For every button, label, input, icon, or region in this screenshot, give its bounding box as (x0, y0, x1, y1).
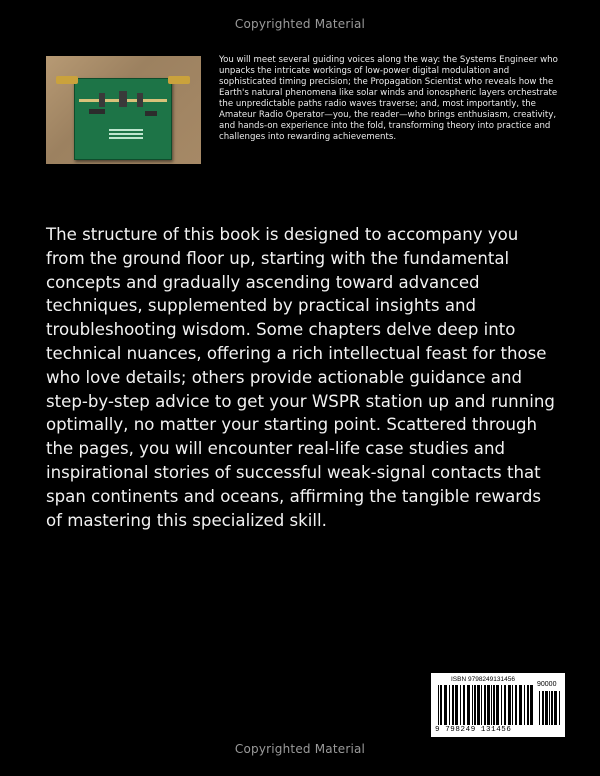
sma-connector-left-icon (56, 76, 78, 84)
barcode-addon-number: 90000 (537, 681, 557, 688)
isbn-barcode (431, 673, 565, 737)
circuit-board-icon (74, 78, 172, 160)
barcode-main-bars-icon (438, 685, 534, 725)
pcb-photo (46, 56, 201, 164)
intro-paragraph: You will meet several guiding voices along the way: the Systems Engineer who unpacks the intricate workings of low-power digital modulation and sophisticated timing precision; the Propagation Scientist who reveals how the Earth's natural phenomena like solar winds and ionospheric layers orchestrate the unpredictable paths radio waves traverse; and, most importantly, the Amateur Radio Operator—you, the reader—who brings enthusiasm, creativity, and hands-on experience into the fold, transforming theory into practice and challenges into rewarding achievements. (219, 55, 558, 142)
watermark-top: Copyrighted Material (234, 17, 366, 31)
main-paragraph: The structure of this book is designed to accompany you from the ground floor up, starting with the fundamental concepts and gradually ascending toward advanced techniques, supplemented by practical insights and troubleshooting wisdom. Some chapters delve deep into technical nuances, offering a rich intellectual feast for those who love details; others provide actionable guidance and step-by-step advice to get your WSPR station up and running optimally, no matter your starting point. Scattered through the pages, you will encounter real-life case studies and inspirational stories of successful weak-signal contacts that span continents and oceans, affirming the tangible rewards of mastering this specialized skill. (46, 225, 555, 530)
watermark-bottom: Copyrighted Material (234, 742, 366, 756)
isbn-label: ISBN 9798249131456 (451, 676, 515, 683)
barcode-addon-bars-icon (539, 691, 561, 725)
sma-connector-right-icon (168, 76, 190, 84)
isbn-digits: 9 798249 131456 (435, 726, 512, 734)
